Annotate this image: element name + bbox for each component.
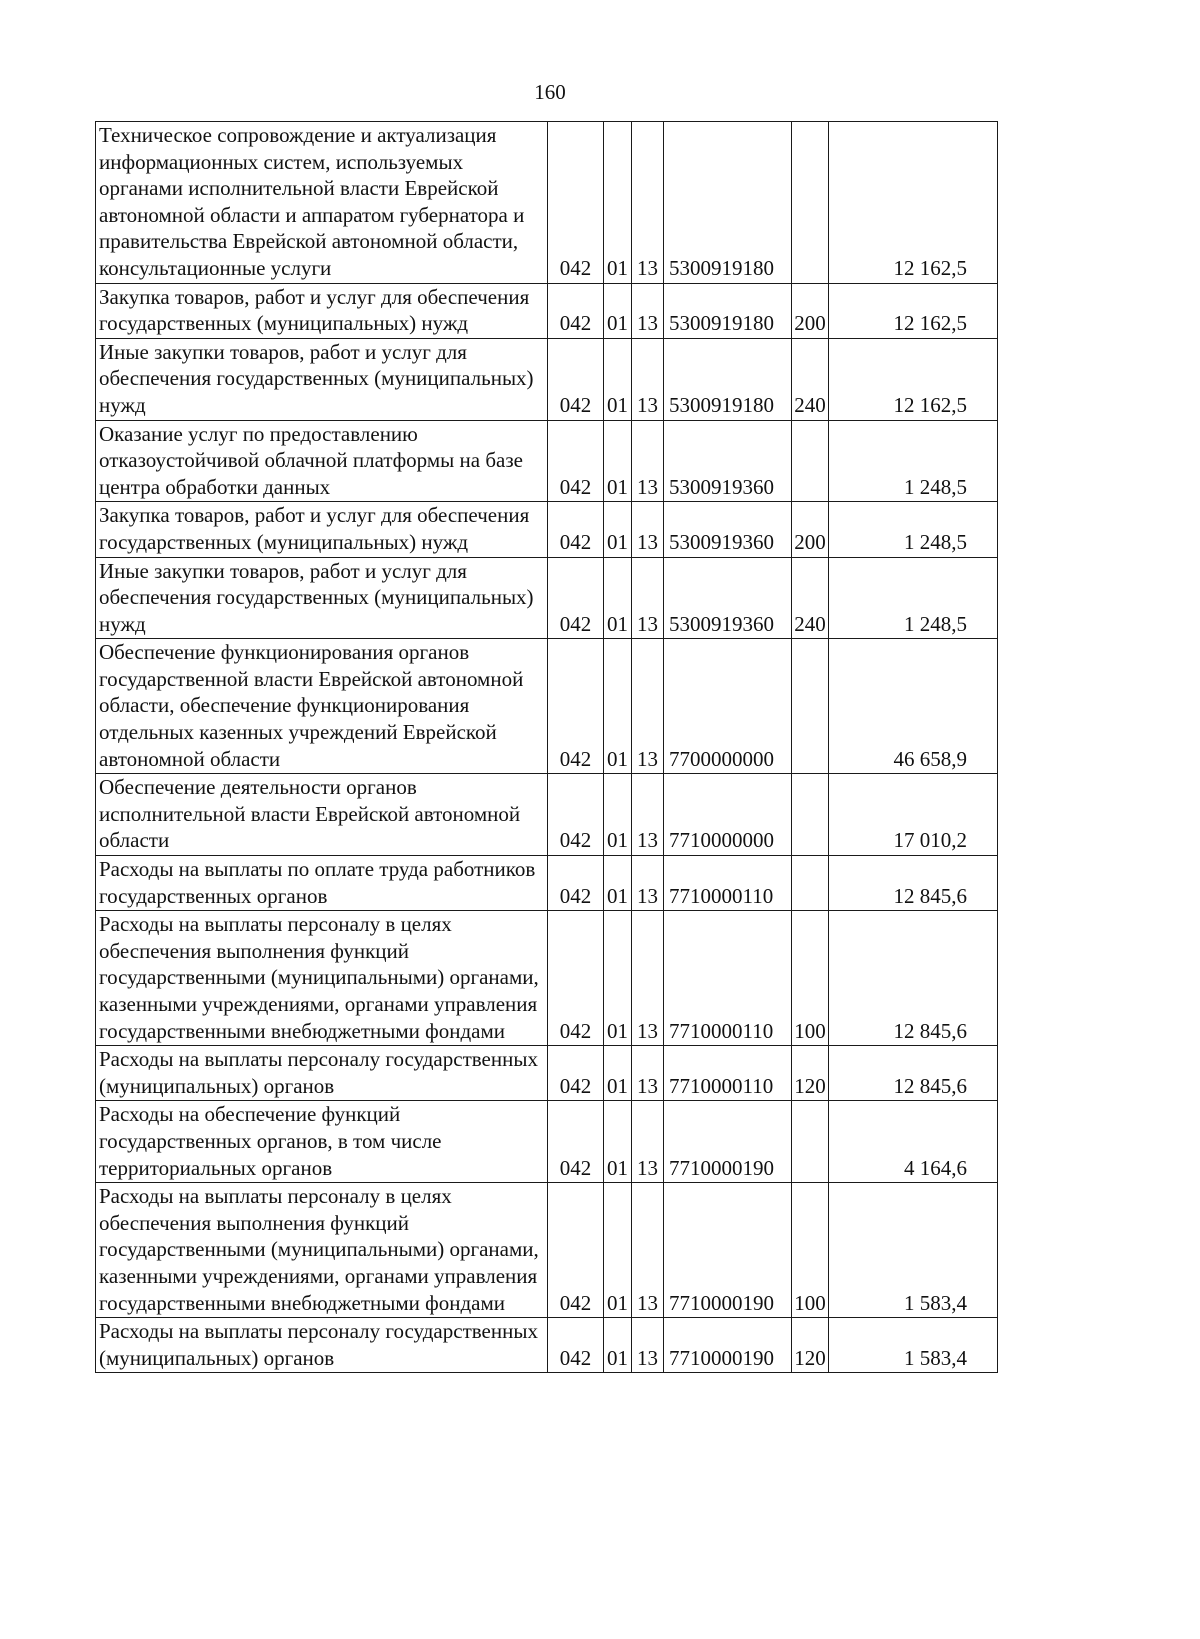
ministry-code-cell: 042 bbox=[548, 283, 604, 338]
subsection-code-cell: 13 bbox=[632, 639, 664, 774]
subsection-code-cell: 13 bbox=[632, 283, 664, 338]
expense-name-cell: Расходы на выплаты по оплате труда работников государственных органов bbox=[96, 856, 548, 911]
expense-name-cell: Техническое сопровождение и актуализация информационных систем, используемых органами исполнительной власти Еврейской автономной области и аппаратом губернатора и правительства Еврейской автономной области, консультационные услуги bbox=[96, 122, 548, 284]
subsection-code-cell: 13 bbox=[632, 502, 664, 557]
section-code-cell: 01 bbox=[604, 420, 632, 502]
expense-type-cell bbox=[792, 639, 829, 774]
expense-name-cell: Обеспечение функционирования органов государственной власти Еврейской автономной области, обеспечение функционирования отдельных казенных учреждений Еврейской автономной области bbox=[96, 639, 548, 774]
target-article-cell: 7710000190 bbox=[664, 1101, 792, 1183]
table-row bbox=[96, 1318, 998, 1373]
table-row bbox=[96, 856, 998, 911]
subsection-code-cell: 13 bbox=[632, 1318, 664, 1373]
target-article-cell: 7710000110 bbox=[664, 856, 792, 911]
expense-name-cell: Расходы на выплаты персоналу государственных (муниципальных) органов bbox=[96, 1046, 548, 1101]
section-code-cell: 01 bbox=[604, 502, 632, 557]
amount-cell: 1 583,4 bbox=[829, 1318, 998, 1373]
ministry-code-cell: 042 bbox=[548, 1183, 604, 1318]
target-article-cell: 5300919360 bbox=[664, 502, 792, 557]
expense-type-cell: 200 bbox=[792, 502, 829, 557]
ministry-code-cell: 042 bbox=[548, 1318, 604, 1373]
section-code-cell: 01 bbox=[604, 1046, 632, 1101]
expense-name-cell: Закупка товаров, работ и услуг для обеспечения государственных (муниципальных) нужд bbox=[96, 283, 548, 338]
section-code-cell: 01 bbox=[604, 856, 632, 911]
expense-type-cell bbox=[792, 122, 829, 284]
amount-cell: 1 248,5 bbox=[829, 502, 998, 557]
table-row bbox=[96, 639, 998, 774]
table-row bbox=[96, 911, 998, 1046]
table-row bbox=[96, 1046, 998, 1101]
ministry-code-cell: 042 bbox=[548, 420, 604, 502]
ministry-code-cell: 042 bbox=[548, 1046, 604, 1101]
expense-name-cell: Иные закупки товаров, работ и услуг для обеспечения государственных (муниципальных) нужд bbox=[96, 557, 548, 639]
ministry-code-cell: 042 bbox=[548, 856, 604, 911]
section-code-cell: 01 bbox=[604, 1183, 632, 1318]
expense-type-cell bbox=[792, 856, 829, 911]
expense-type-cell: 200 bbox=[792, 283, 829, 338]
table-row bbox=[96, 338, 998, 420]
target-article-cell: 7710000110 bbox=[664, 911, 792, 1046]
section-code-cell: 01 bbox=[604, 557, 632, 639]
subsection-code-cell: 13 bbox=[632, 557, 664, 639]
subsection-code-cell: 13 bbox=[632, 1101, 664, 1183]
amount-cell: 12 845,6 bbox=[829, 1046, 998, 1101]
table-row bbox=[96, 502, 998, 557]
budget-table-body bbox=[96, 122, 998, 1373]
amount-cell: 1 248,5 bbox=[829, 557, 998, 639]
ministry-code-cell: 042 bbox=[548, 122, 604, 284]
expense-type-cell: 240 bbox=[792, 338, 829, 420]
amount-cell: 17 010,2 bbox=[829, 774, 998, 856]
expense-type-cell: 100 bbox=[792, 911, 829, 1046]
ministry-code-cell: 042 bbox=[548, 338, 604, 420]
page-number: 160 bbox=[534, 80, 566, 104]
expense-type-cell bbox=[792, 774, 829, 856]
ministry-code-cell: 042 bbox=[548, 502, 604, 557]
target-article-cell: 7710000190 bbox=[664, 1318, 792, 1373]
ministry-code-cell: 042 bbox=[548, 911, 604, 1046]
target-article-cell: 7710000190 bbox=[664, 1183, 792, 1318]
expense-name-cell: Расходы на выплаты персоналу в целях обеспечения выполнения функций государственными (муниципальными) органами, казенными учреждениями, органами управления государственными внебюджетными фондами bbox=[96, 911, 548, 1046]
section-code-cell: 01 bbox=[604, 283, 632, 338]
expense-name-cell: Расходы на обеспечение функций государственных органов, в том числе территориальных органов bbox=[96, 1101, 548, 1183]
amount-cell: 12 845,6 bbox=[829, 856, 998, 911]
expense-name-cell: Расходы на выплаты персоналу государственных (муниципальных) органов bbox=[96, 1318, 548, 1373]
target-article-cell: 5300919180 bbox=[664, 122, 792, 284]
expense-type-cell bbox=[792, 1101, 829, 1183]
subsection-code-cell: 13 bbox=[632, 338, 664, 420]
target-article-cell: 5300919360 bbox=[664, 557, 792, 639]
ministry-code-cell: 042 bbox=[548, 1101, 604, 1183]
expense-name-cell: Закупка товаров, работ и услуг для обеспечения государственных (муниципальных) нужд bbox=[96, 502, 548, 557]
expense-name-cell: Оказание услуг по предоставлению отказоустойчивой облачной платформы на базе центра обработки данных bbox=[96, 420, 548, 502]
target-article-cell: 5300919180 bbox=[664, 283, 792, 338]
subsection-code-cell: 13 bbox=[632, 911, 664, 1046]
subsection-code-cell: 13 bbox=[632, 420, 664, 502]
amount-cell: 1 248,5 bbox=[829, 420, 998, 502]
amount-cell: 12 845,6 bbox=[829, 911, 998, 1046]
expense-name-cell: Иные закупки товаров, работ и услуг для обеспечения государственных (муниципальных) нужд bbox=[96, 338, 548, 420]
amount-cell: 12 162,5 bbox=[829, 283, 998, 338]
target-article-cell: 7710000000 bbox=[664, 774, 792, 856]
amount-cell: 12 162,5 bbox=[829, 122, 998, 284]
table-row bbox=[96, 557, 998, 639]
section-code-cell: 01 bbox=[604, 639, 632, 774]
target-article-cell: 5300919180 bbox=[664, 338, 792, 420]
subsection-code-cell: 13 bbox=[632, 122, 664, 284]
expense-type-cell bbox=[792, 420, 829, 502]
section-code-cell: 01 bbox=[604, 122, 632, 284]
table-row bbox=[96, 1183, 998, 1318]
subsection-code-cell: 13 bbox=[632, 1183, 664, 1318]
amount-cell: 1 583,4 bbox=[829, 1183, 998, 1318]
ministry-code-cell: 042 bbox=[548, 774, 604, 856]
amount-cell: 4 164,6 bbox=[829, 1101, 998, 1183]
section-code-cell: 01 bbox=[604, 338, 632, 420]
budget-table bbox=[95, 121, 998, 1373]
expense-type-cell: 120 bbox=[792, 1046, 829, 1101]
expense-name-cell: Обеспечение деятельности органов исполнительной власти Еврейской автономной области bbox=[96, 774, 548, 856]
target-article-cell: 7700000000 bbox=[664, 639, 792, 774]
expense-type-cell: 240 bbox=[792, 557, 829, 639]
target-article-cell: 7710000110 bbox=[664, 1046, 792, 1101]
subsection-code-cell: 13 bbox=[632, 856, 664, 911]
table-row bbox=[96, 283, 998, 338]
expense-name-cell: Расходы на выплаты персоналу в целях обеспечения выполнения функций государственными (муниципальными) органами, казенными учреждениями, органами управления государственными внебюджетными фондами bbox=[96, 1183, 548, 1318]
ministry-code-cell: 042 bbox=[548, 557, 604, 639]
ministry-code-cell: 042 bbox=[548, 639, 604, 774]
amount-cell: 12 162,5 bbox=[829, 338, 998, 420]
section-code-cell: 01 bbox=[604, 911, 632, 1046]
target-article-cell: 5300919360 bbox=[664, 420, 792, 502]
expense-type-cell: 100 bbox=[792, 1183, 829, 1318]
expense-type-cell: 120 bbox=[792, 1318, 829, 1373]
table-row bbox=[96, 122, 998, 284]
table-row bbox=[96, 774, 998, 856]
section-code-cell: 01 bbox=[604, 1101, 632, 1183]
table-row bbox=[96, 420, 998, 502]
subsection-code-cell: 13 bbox=[632, 774, 664, 856]
table-row bbox=[96, 1101, 998, 1183]
subsection-code-cell: 13 bbox=[632, 1046, 664, 1101]
amount-cell: 46 658,9 bbox=[829, 639, 998, 774]
section-code-cell: 01 bbox=[604, 774, 632, 856]
section-code-cell: 01 bbox=[604, 1318, 632, 1373]
